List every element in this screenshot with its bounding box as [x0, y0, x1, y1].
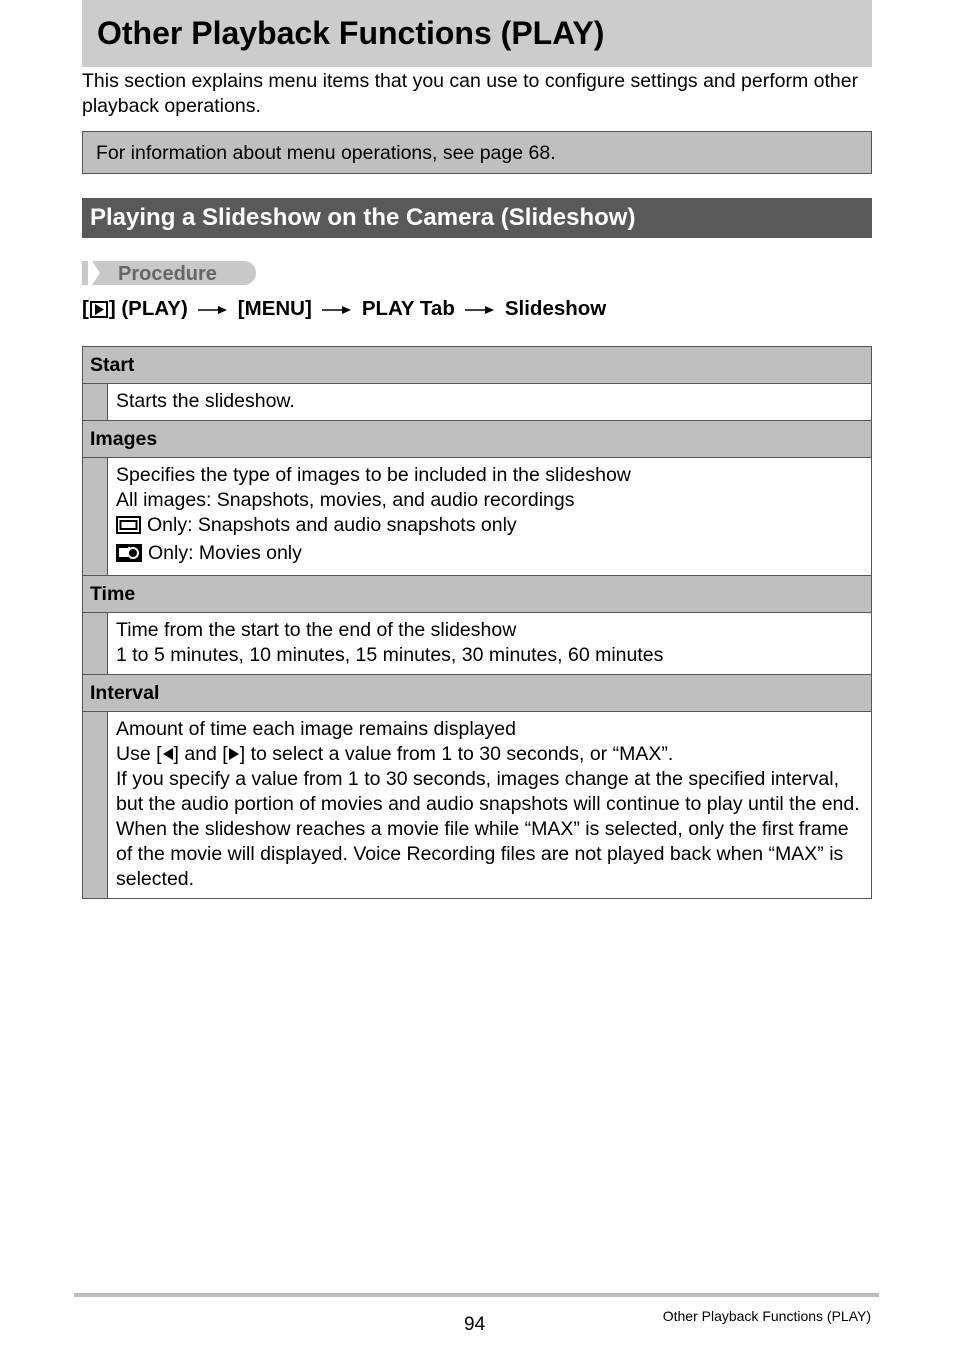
- description-line-keys: [116, 742, 864, 767]
- option-name: Start: [83, 347, 872, 384]
- info-note: [82, 131, 872, 174]
- option-body-start: [83, 384, 872, 421]
- description-line: All images: Snapshots, movies, and audio recordings: [116, 489, 575, 511]
- description-line: Amount of time each image remains displayed: [116, 718, 516, 740]
- description-line: Starts the slideshow.: [116, 390, 295, 412]
- option-description: [108, 613, 872, 675]
- description-line-snapshot: [116, 513, 864, 541]
- keys-text-3: ] to select a value from 1 to 30 seconds, or “MAX”.: [239, 743, 674, 765]
- movie-icon: [116, 544, 142, 569]
- table-gutter: [83, 384, 108, 421]
- option-description: [108, 384, 872, 421]
- right-triangle-icon: [228, 743, 240, 765]
- path-item: Slideshow: [504, 297, 607, 320]
- description-line: 1 to 5 minutes, 10 minutes, 15 minutes, 30 minutes, 60 minutes: [116, 644, 664, 666]
- option-name: Time: [83, 576, 872, 613]
- path-open-bracket: [: [82, 297, 89, 320]
- description-line: If you specify a value from 1 to 30 seconds, images change at the specified interval, but the audio portion of movies and audio snapshots will continue to play until the end.: [116, 768, 860, 815]
- table-gutter: [83, 712, 108, 899]
- table-gutter: [83, 458, 108, 576]
- path-tab: PLAY Tab: [361, 297, 455, 320]
- table-gutter: [83, 613, 108, 675]
- running-title: Other Playback Functions (PLAY): [662, 1308, 871, 1324]
- procedure-label: Procedure: [118, 263, 217, 285]
- option-body-images: [83, 458, 872, 576]
- option-name: Images: [83, 421, 872, 458]
- option-body-interval: [83, 712, 872, 899]
- path-menu: [MENU]: [237, 297, 312, 320]
- page-title: Other Playback Functions (PLAY): [97, 15, 605, 51]
- option-header-images: [83, 421, 872, 458]
- description-line: Time from the start to the end of the slideshow: [116, 619, 517, 641]
- snapshot-icon: [116, 516, 141, 541]
- option-header-start: [83, 347, 872, 384]
- right-arrow-icon: [322, 296, 352, 322]
- option-header-time: [83, 576, 872, 613]
- snapshot-only-text: Only: Snapshots and audio snapshots only: [147, 514, 517, 536]
- right-arrow-icon: [465, 296, 495, 322]
- path-play: ] (PLAY): [108, 297, 188, 320]
- option-description: [108, 712, 872, 899]
- option-body-time: [83, 613, 872, 675]
- option-name: Interval: [83, 675, 872, 712]
- page-title-bar: [82, 0, 872, 67]
- footer-rule: [74, 1293, 879, 1297]
- right-arrow-icon: [198, 296, 228, 322]
- info-note-text: For information about menu operations, see page 68.: [96, 142, 556, 164]
- description-line: Specifies the type of images to be included in the slideshow: [116, 464, 631, 486]
- section-heading-bar: [82, 198, 872, 238]
- movie-only-text: Only: Movies only: [148, 542, 302, 564]
- section-heading: Playing a Slideshow on the Camera (Slideshow): [90, 204, 636, 231]
- option-header-interval: [83, 675, 872, 712]
- keys-text-2: ] and [: [173, 743, 228, 765]
- option-description: [108, 458, 872, 576]
- menu-path: [82, 296, 606, 322]
- keys-text-1: Use [: [116, 743, 162, 765]
- description-line-movie: [116, 541, 864, 569]
- options-table: [82, 346, 872, 899]
- intro-text: This section explains menu items that you can use to configure settings and perform other playback operations.: [82, 70, 859, 117]
- left-arrow-icon: [162, 743, 174, 765]
- page-number: 94: [464, 1314, 486, 1335]
- play-icon: [90, 301, 108, 318]
- procedure-badge: [82, 261, 256, 285]
- description-line: When the slideshow reaches a movie file while “MAX” is selected, only the first frame of the movie will displayed. Voice Recording files are not played back when “MAX” is selected.: [116, 818, 849, 890]
